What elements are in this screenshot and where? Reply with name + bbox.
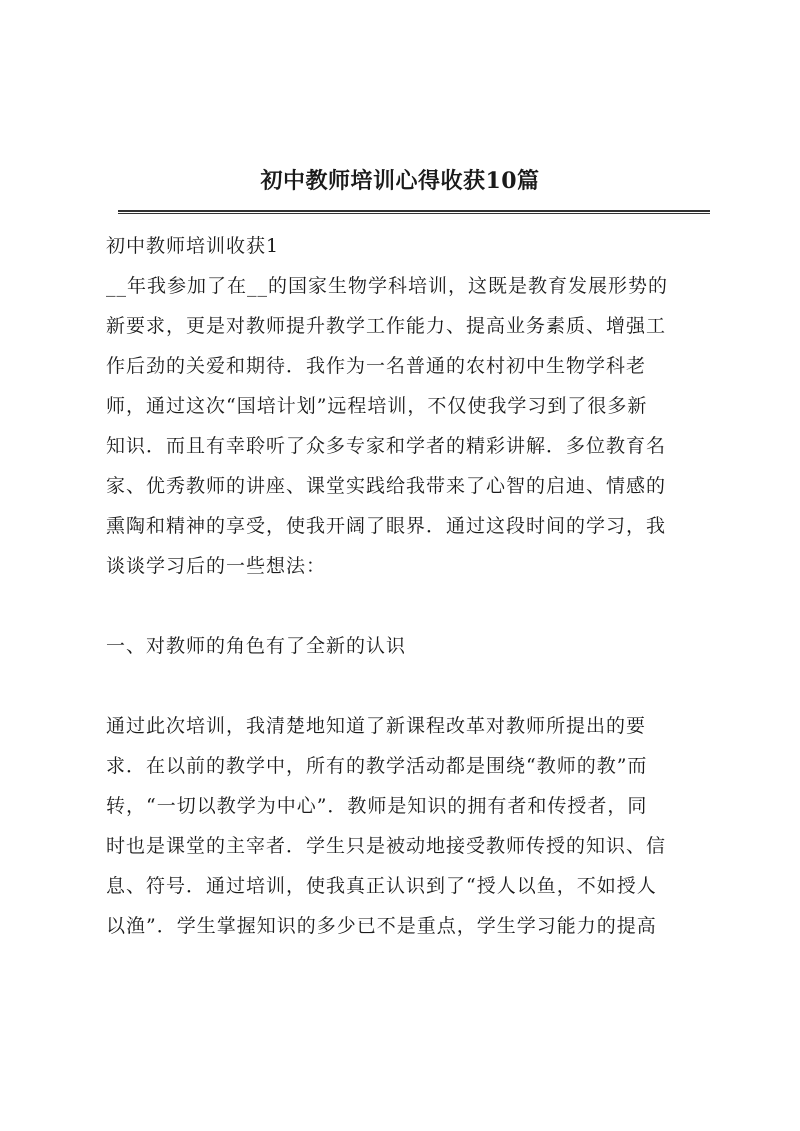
intro-paragraph [106,266,712,586]
paragraph-line: 新要求，更是对教师提升教学工作能力、提高业务素质、增强工 [106,315,667,337]
subheading: 一、对教师的角色有了全新的认识 [106,635,407,657]
paragraph-line: 求．在以前的教学中，所有的教学活动都是围绕“教师的教”而 [106,755,648,777]
section-heading: 初中教师培训收获1 [106,235,280,257]
paragraph-line: 以渔”．学生掌握知识的多少已不是重点，学生学习能力的提高 [106,915,657,937]
title-divider [118,210,710,214]
paragraph-spacer [106,666,712,706]
paragraph-line: 作后劲的关爱和期待．我作为一名普通的农村初中生物学科老 [106,355,647,377]
paragraph-line: 家、优秀教师的讲座、课堂实践给我带来了心智的启迪、情感的 [106,475,667,497]
document-title: 初中教师培训心得收获10篇 [260,168,540,194]
paragraph-line: 通过此次培训，我清楚地知道了新课程改革对教师所提出的要 [106,715,647,737]
document-body [106,226,712,946]
paragraph-line: 息、符号．通过培训，使我真正认识到了“授人以鱼，不如授人 [106,875,657,897]
body-paragraph [106,706,712,946]
paragraph-spacer [106,586,712,626]
paragraph-line: 知识．而且有幸聆听了众多专家和学者的精彩讲解．多位教育名 [106,435,667,457]
paragraph-line: __年我参加了在__的国家生物学科培训，这既是教育发展形势的 [106,275,669,297]
paragraph-line: 熏陶和精神的享受，使我开阔了眼界．通过这段时间的学习，我 [106,515,667,537]
paragraph-line: 师，通过这次“国培计划”远程培训，不仅使我学习到了很多新 [106,395,648,417]
paragraph-line: 时也是课堂的主宰者．学生只是被动地接受教师传授的知识、信 [106,835,667,857]
paragraph-line: 谈谈学习后的一些想法： [106,555,327,577]
paragraph-line: 转，“一切以教学为中心”．教师是知识的拥有者和传授者，同 [106,795,648,817]
